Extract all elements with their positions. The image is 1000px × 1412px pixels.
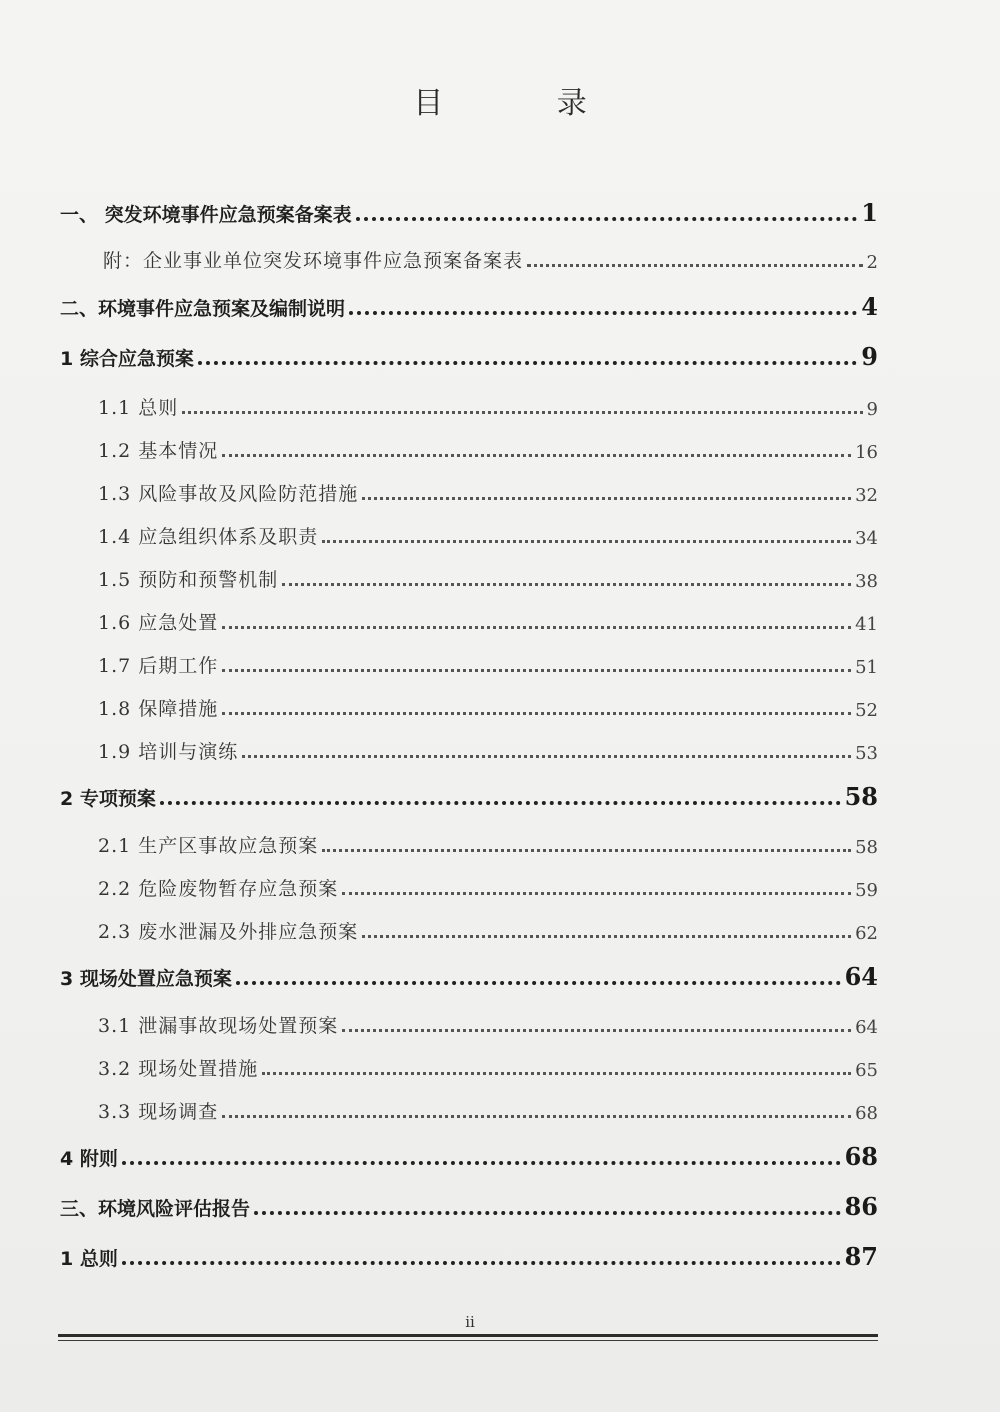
- dot-leader: [222, 626, 851, 629]
- toc-entry-page: 4: [861, 292, 878, 321]
- toc-entry[interactable]: [103, 246, 878, 273]
- toc-entry-label: 1.4 应急组织体系及职责: [98, 526, 319, 548]
- toc-entry[interactable]: [60, 962, 878, 991]
- dot-leader: [198, 361, 857, 365]
- toc-entry[interactable]: [98, 694, 878, 721]
- dot-leader: [349, 311, 857, 315]
- toc-entry[interactable]: [60, 342, 878, 371]
- toc-entry-page: 59: [855, 880, 878, 901]
- toc-entry-label: 1 综合应急预案: [60, 348, 194, 370]
- dot-leader: [322, 540, 851, 543]
- toc-entry[interactable]: [60, 1242, 878, 1271]
- toc-entry[interactable]: [60, 292, 878, 321]
- toc-entry-label: 3.1 泄漏事故现场处置预案: [98, 1015, 339, 1037]
- toc-entry[interactable]: [98, 651, 878, 678]
- toc-entry-page: 68: [844, 1142, 878, 1171]
- toc-entry[interactable]: [98, 436, 878, 463]
- dot-leader: [182, 411, 862, 414]
- toc-entry-page: 1: [861, 198, 878, 227]
- dot-leader: [527, 264, 863, 267]
- dot-leader: [222, 454, 851, 457]
- dot-leader: [222, 712, 851, 715]
- toc-entry-label: 1.6 应急处置: [98, 612, 219, 634]
- toc-entry-label: 一、 突发环境事件应急预案备案表: [60, 204, 352, 226]
- toc-entry[interactable]: [98, 479, 878, 506]
- toc-entry-page: 86: [844, 1192, 878, 1221]
- dot-leader: [362, 935, 851, 938]
- toc-entry-page: 52: [855, 700, 878, 721]
- toc-entry-label: 1.8 保障措施: [98, 698, 219, 720]
- dot-leader: [122, 1161, 841, 1165]
- toc-entry-page: 9: [861, 342, 878, 371]
- toc-entry-label: 1.5 预防和预警机制: [98, 569, 279, 591]
- toc-entry-label: 附：企业事业单位突发环境事件应急预案备案表: [103, 250, 524, 272]
- toc-entry-label: 1.9 培训与演练: [98, 741, 239, 763]
- toc-entry[interactable]: [60, 1142, 878, 1171]
- toc-entry-label: 1.2 基本情况: [98, 440, 219, 462]
- toc-entry[interactable]: [98, 522, 878, 549]
- toc-entry-label: 4 附则: [60, 1148, 118, 1170]
- page-title: 目 录: [413, 86, 639, 121]
- toc-entry-page: 65: [855, 1060, 878, 1081]
- toc-entry[interactable]: [60, 198, 878, 227]
- toc-entry-page: 58: [844, 782, 878, 811]
- toc-entry-label: 2.2 危险废物暂存应急预案: [98, 878, 339, 900]
- page-number: ii: [465, 1313, 475, 1331]
- dot-leader: [322, 849, 851, 852]
- footer-rule: [58, 1334, 878, 1337]
- dot-leader: [242, 755, 851, 758]
- toc-entry-label: 2.3 废水泄漏及外排应急预案: [98, 921, 359, 943]
- toc-entry-page: 62: [855, 923, 878, 944]
- dot-leader: [122, 1261, 841, 1265]
- dot-leader: [236, 981, 841, 985]
- toc-entry-page: 87: [844, 1242, 878, 1271]
- dot-leader: [262, 1072, 851, 1075]
- toc-entry-page: 32: [855, 485, 878, 506]
- toc-entry-page: 2: [866, 252, 878, 273]
- dot-leader: [160, 801, 841, 805]
- toc-entry-page: 34: [855, 528, 878, 549]
- toc-entry-label: 三、环境风险评估报告: [60, 1198, 251, 1220]
- toc-entry-label: 3 现场处置应急预案: [60, 968, 232, 990]
- toc-entry[interactable]: [98, 1054, 878, 1081]
- toc-entry-label: 1.7 后期工作: [98, 655, 219, 677]
- toc-entry[interactable]: [98, 831, 878, 858]
- toc-entry-label: 3.2 现场处置措施: [98, 1058, 259, 1080]
- toc-entry-page: 38: [855, 571, 878, 592]
- toc-entry[interactable]: [98, 1011, 878, 1038]
- toc-entry-label: 2.1 生产区事故应急预案: [98, 835, 319, 857]
- dot-leader: [342, 892, 851, 895]
- dot-leader: [356, 217, 858, 221]
- dot-leader: [254, 1211, 841, 1215]
- dot-leader: [282, 583, 851, 586]
- toc-entry-label: 2 专项预案: [60, 788, 156, 810]
- toc-entry[interactable]: [98, 737, 878, 764]
- toc-entry-page: 9: [866, 399, 878, 420]
- toc-entry-label: 1.1 总则: [98, 397, 179, 419]
- toc-entry-label: 1 总则: [60, 1248, 118, 1270]
- toc-entry-page: 58: [855, 837, 878, 858]
- toc-entry-page: 68: [855, 1103, 878, 1124]
- toc-entry[interactable]: [60, 782, 878, 811]
- dot-leader: [222, 1115, 851, 1118]
- dot-leader: [222, 669, 851, 672]
- footer-rule-thin: [58, 1340, 878, 1341]
- toc-entry-page: 51: [855, 657, 878, 678]
- toc-entry[interactable]: [98, 565, 878, 592]
- toc-entry-page: 53: [855, 743, 878, 764]
- toc-entry-label: 二、环境事件应急预案及编制说明: [60, 298, 346, 320]
- toc-entry[interactable]: [98, 1097, 878, 1124]
- toc-entry-page: 16: [855, 442, 878, 463]
- toc-entry-page: 64: [855, 1017, 878, 1038]
- toc-entry-label: 1.3 风险事故及风险防范措施: [98, 483, 359, 505]
- dot-leader: [342, 1029, 851, 1032]
- toc-entry-page: 41: [855, 614, 878, 635]
- toc-entry-page: 64: [844, 962, 878, 991]
- toc-entry[interactable]: [98, 393, 878, 420]
- toc-entry[interactable]: [98, 917, 878, 944]
- toc-entry[interactable]: [60, 1192, 878, 1221]
- toc-entry[interactable]: [98, 608, 878, 635]
- toc-entry[interactable]: [98, 874, 878, 901]
- dot-leader: [362, 497, 851, 500]
- toc-entry-label: 3.3 现场调查: [98, 1101, 219, 1123]
